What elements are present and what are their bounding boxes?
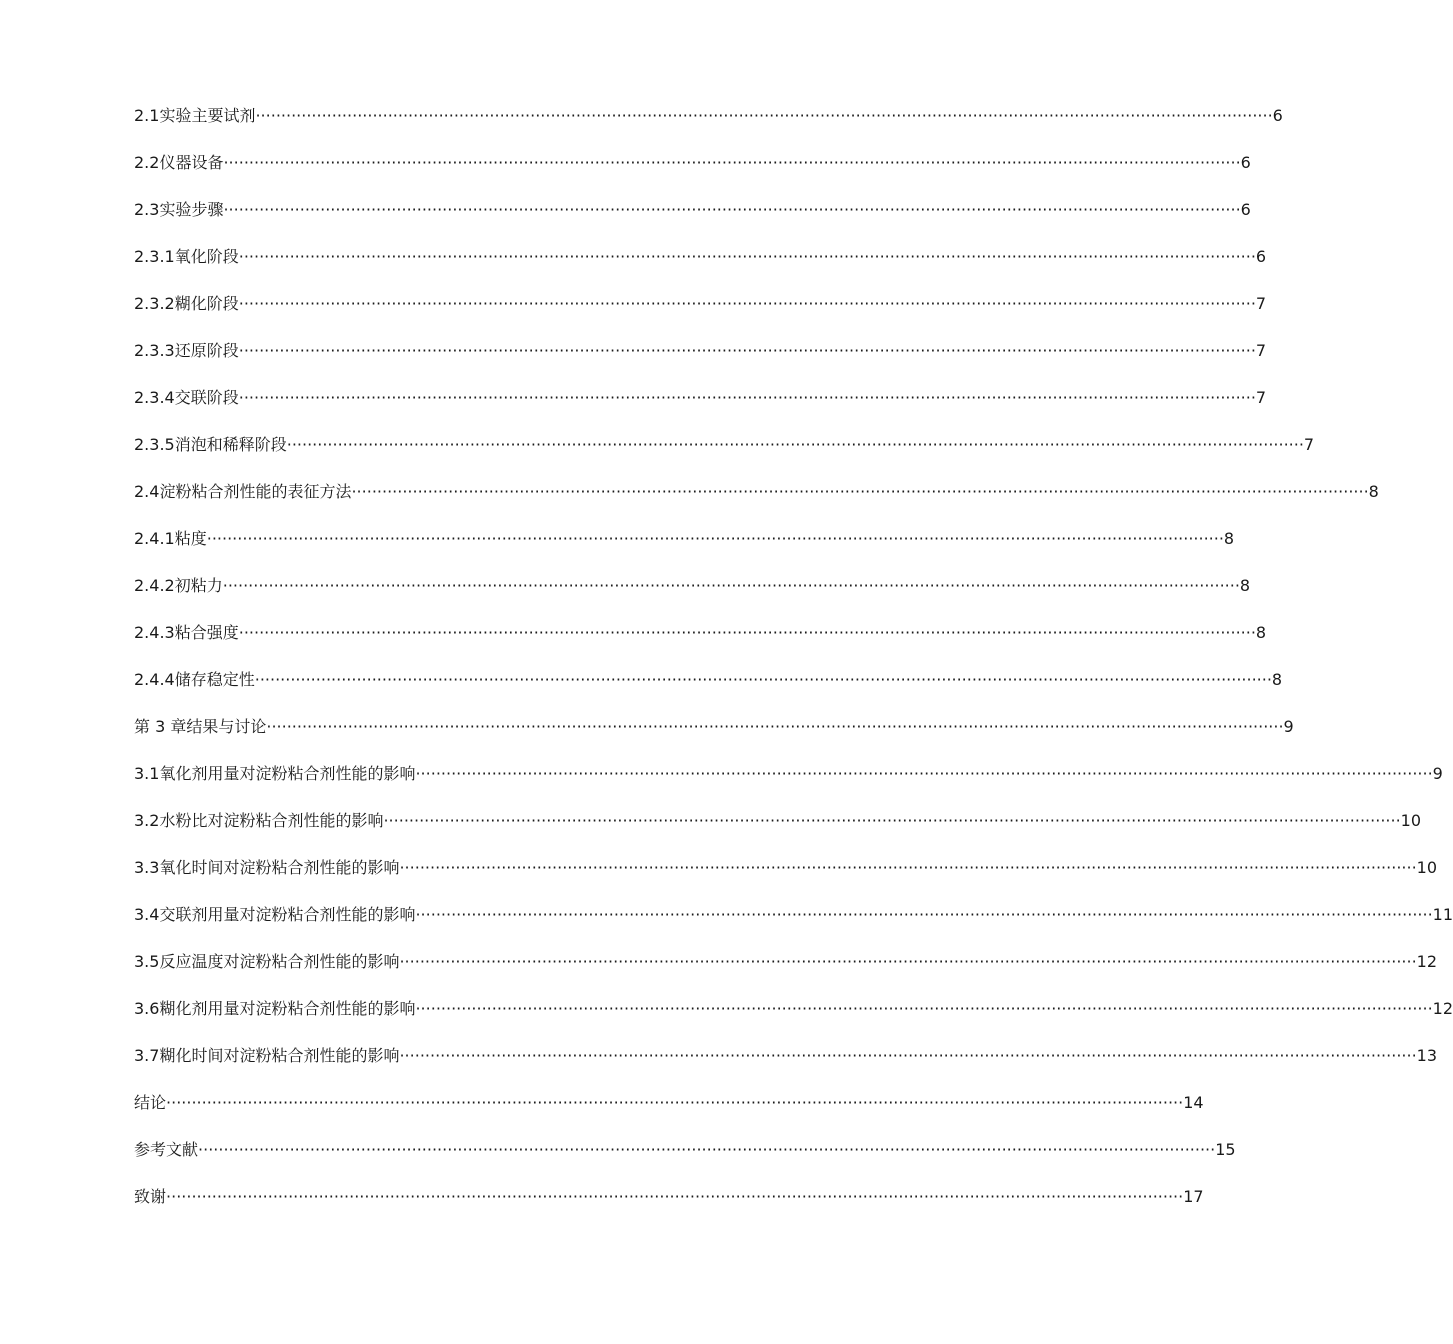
toc-entry[interactable] xyxy=(134,993,1453,1040)
toc-entry-page: 7 xyxy=(1255,294,1267,313)
toc-entry-title: 糊化时间对淀粉粘合剂性能的影响 xyxy=(159,1046,400,1065)
toc-entry-title: 储存稳定性 xyxy=(174,670,255,689)
toc-entry-number: 3.1 xyxy=(134,764,160,783)
toc-entry-page: 6 xyxy=(1240,153,1251,172)
toc-entry-title: 糊化剂用量对淀粉粘合剂性能的影响 xyxy=(159,999,416,1018)
toc-entry-page: 10 xyxy=(1400,811,1422,830)
toc-entry-leader: ········································································································································································································ xyxy=(383,811,1401,830)
toc-entry-page: 8 xyxy=(1223,529,1235,548)
toc-list xyxy=(134,100,1453,1228)
toc-entry[interactable] xyxy=(134,899,1453,946)
toc-entry-row xyxy=(134,382,1267,414)
toc-entry-leader: ········································································································································································································ xyxy=(223,200,1241,219)
toc-entry-page: 14 xyxy=(1183,1093,1204,1112)
toc-entry-title: 第 3 章结果与讨论 xyxy=(134,717,267,736)
toc-entry-title: 糊化阶段 xyxy=(174,294,239,313)
toc-entry-page: 7 xyxy=(1255,341,1267,360)
toc-entry[interactable] xyxy=(134,1087,1204,1134)
toc-entry-number: 2.3.3 xyxy=(134,341,175,360)
toc-entry-row xyxy=(134,476,1379,508)
toc-entry-row xyxy=(134,805,1422,837)
toc-entry-number: 2.2 xyxy=(134,153,160,172)
toc-entry-page: 9 xyxy=(1432,764,1443,783)
toc-entry-number: 3.5 xyxy=(134,952,160,971)
toc-entry-row xyxy=(134,335,1267,367)
toc-entry-page: 8 xyxy=(1271,670,1283,689)
toc-entry-page: 7 xyxy=(1303,435,1315,454)
toc-entry-title: 交联阶段 xyxy=(174,388,239,407)
toc-entry[interactable] xyxy=(134,946,1438,993)
toc-entry-page: 11 xyxy=(1432,905,1453,924)
toc-entry-leader: ········································································································································································································ xyxy=(238,294,1256,313)
toc-entry[interactable] xyxy=(134,758,1443,805)
toc-entry-title: 初粘力 xyxy=(174,576,223,595)
toc-entry-row xyxy=(134,664,1283,696)
toc-entry-number: 3.2 xyxy=(134,811,160,830)
toc-entry[interactable] xyxy=(134,711,1294,758)
toc-entry[interactable] xyxy=(134,523,1235,570)
toc-entry-number: 3.7 xyxy=(134,1046,160,1065)
toc-entry-leader: ········································································································································································································ xyxy=(415,764,1433,783)
toc-entry-row xyxy=(134,711,1294,743)
toc-entry-row xyxy=(134,852,1438,884)
toc-entry-number: 2.4.1 xyxy=(134,529,175,548)
toc-entry-row xyxy=(134,1040,1438,1072)
toc-entry[interactable] xyxy=(134,1040,1438,1087)
toc-entry-title: 参考文献 xyxy=(134,1140,199,1159)
toc-entry-leader: ········································································································································································································ xyxy=(238,388,1256,407)
toc-entry-row xyxy=(134,100,1283,132)
toc-entry-leader: ········································································································································································································ xyxy=(198,1140,1216,1159)
toc-entry-leader: ········································································································································································································ xyxy=(223,153,1241,172)
toc-entry-page: 13 xyxy=(1416,1046,1438,1065)
toc-entry-row xyxy=(134,993,1453,1025)
toc-entry-row xyxy=(134,147,1251,179)
toc-entry-leader: ········································································································································································································ xyxy=(254,670,1272,689)
toc-entry-number: 2.3.2 xyxy=(134,294,175,313)
toc-entry-leader: ········································································································································································································ xyxy=(206,529,1224,548)
toc-entry[interactable] xyxy=(134,664,1283,711)
toc-entry-page: 15 xyxy=(1215,1140,1236,1159)
toc-entry-number: 3.4 xyxy=(134,905,160,924)
toc-entry-page: 6 xyxy=(1255,247,1267,266)
toc-entry-title: 粘度 xyxy=(174,529,207,548)
toc-entry-title: 交联剂用量对淀粉粘合剂性能的影响 xyxy=(159,905,416,924)
toc-entry-row xyxy=(134,288,1267,320)
toc-entry-leader: ········································································································································································································ xyxy=(399,858,1417,877)
toc-entry-page: 6 xyxy=(1240,200,1251,219)
toc-entry-page: 9 xyxy=(1283,717,1294,736)
toc-entry-leader: ········································································································································································································ xyxy=(399,952,1417,971)
toc-entry-title: 实验主要试剂 xyxy=(159,106,256,125)
toc-entry-row xyxy=(134,194,1251,226)
toc-entry-row xyxy=(134,570,1251,602)
toc-entry-title: 氧化阶段 xyxy=(174,247,239,266)
toc-entry-row xyxy=(134,758,1443,790)
toc-entry-row xyxy=(134,241,1267,273)
toc-entry-page: 17 xyxy=(1183,1187,1204,1206)
toc-entry-row xyxy=(134,429,1315,461)
toc-entry[interactable] xyxy=(134,147,1251,194)
toc-entry[interactable] xyxy=(134,382,1267,429)
toc-entry-title: 消泡和稀释阶段 xyxy=(174,435,287,454)
toc-entry[interactable] xyxy=(134,194,1251,241)
toc-entry-leader: ········································································································································································································ xyxy=(238,247,1256,266)
toc-entry-title: 水粉比对淀粉粘合剂性能的影响 xyxy=(159,811,384,830)
toc-entry[interactable] xyxy=(134,852,1438,899)
toc-entry-title: 氧化剂用量对淀粉粘合剂性能的影响 xyxy=(159,764,416,783)
toc-entry-leader: ········································································································································································································ xyxy=(415,999,1433,1018)
toc-entry[interactable] xyxy=(134,617,1267,664)
toc-entry-number: 2.3 xyxy=(134,200,160,219)
toc-entry-row xyxy=(134,523,1235,555)
toc-entry-leader: ········································································································································································································ xyxy=(238,341,1256,360)
toc-entry-page: 8 xyxy=(1255,623,1267,642)
toc-entry-title: 结论 xyxy=(134,1093,167,1112)
toc-entry-title: 反应温度对淀粉粘合剂性能的影响 xyxy=(159,952,400,971)
toc-entry-row xyxy=(134,617,1267,649)
toc-entry-title: 致谢 xyxy=(134,1187,167,1206)
toc-entry-number: 2.3.5 xyxy=(134,435,175,454)
toc-entry-row xyxy=(134,946,1438,978)
toc-entry-row xyxy=(134,899,1453,931)
toc-entry-number: 2.1 xyxy=(134,106,160,125)
toc-entry-number: 3.3 xyxy=(134,858,160,877)
toc-entry-page: 8 xyxy=(1368,482,1379,501)
toc-entry-leader: ········································································································································································································ xyxy=(415,905,1433,924)
toc-entry-title: 氧化时间对淀粉粘合剂性能的影响 xyxy=(159,858,400,877)
toc-entry[interactable] xyxy=(134,1134,1236,1181)
table-of-contents xyxy=(134,100,1453,1228)
toc-entry-number: 2.3.4 xyxy=(134,388,175,407)
toc-entry-number: 2.4.4 xyxy=(134,670,175,689)
toc-entry[interactable] xyxy=(134,429,1315,476)
toc-entry-number: 2.4 xyxy=(134,482,160,501)
toc-entry-title: 仪器设备 xyxy=(159,153,224,172)
toc-entry-leader: ········································································································································································································ xyxy=(351,482,1369,501)
toc-entry-number: 2.3.1 xyxy=(134,247,175,266)
toc-entry[interactable] xyxy=(134,288,1267,335)
toc-entry-title: 还原阶段 xyxy=(174,341,239,360)
toc-entry-leader: ········································································································································································································ xyxy=(286,435,1304,454)
toc-entry-page: 10 xyxy=(1416,858,1438,877)
toc-entry-page: 6 xyxy=(1272,106,1283,125)
toc-entry-row xyxy=(134,1087,1204,1119)
toc-entry-leader: ········································································································································································································ xyxy=(166,1187,1184,1206)
toc-entry-page: 12 xyxy=(1416,952,1438,971)
toc-entry[interactable] xyxy=(134,335,1267,382)
toc-entry-title: 实验步骤 xyxy=(159,200,224,219)
toc-entry-page: 8 xyxy=(1239,576,1251,595)
toc-entry[interactable] xyxy=(134,100,1283,147)
toc-entry-row xyxy=(134,1134,1236,1166)
toc-entry-leader: ········································································································································································································ xyxy=(222,576,1240,595)
toc-entry[interactable] xyxy=(134,1181,1204,1228)
toc-entry-page: 12 xyxy=(1432,999,1453,1018)
toc-entry-leader: ········································································································································································································ xyxy=(238,623,1256,642)
toc-entry-title: 淀粉粘合剂性能的表征方法 xyxy=(159,482,352,501)
toc-entry-row xyxy=(134,1181,1204,1213)
toc-entry-number: 2.4.2 xyxy=(134,576,175,595)
toc-entry-title: 粘合强度 xyxy=(174,623,239,642)
toc-entry[interactable] xyxy=(134,476,1379,523)
toc-entry-page: 7 xyxy=(1255,388,1267,407)
toc-entry[interactable] xyxy=(134,805,1422,852)
toc-entry[interactable] xyxy=(134,570,1251,617)
toc-entry-number: 2.4.3 xyxy=(134,623,175,642)
toc-entry[interactable] xyxy=(134,241,1267,288)
toc-entry-leader: ········································································································································································································ xyxy=(266,717,1284,736)
toc-entry-leader: ········································································································································································································ xyxy=(399,1046,1417,1065)
toc-entry-leader: ········································································································································································································ xyxy=(255,106,1273,125)
toc-entry-leader: ········································································································································································································ xyxy=(166,1093,1184,1112)
toc-entry-number: 3.6 xyxy=(134,999,160,1018)
